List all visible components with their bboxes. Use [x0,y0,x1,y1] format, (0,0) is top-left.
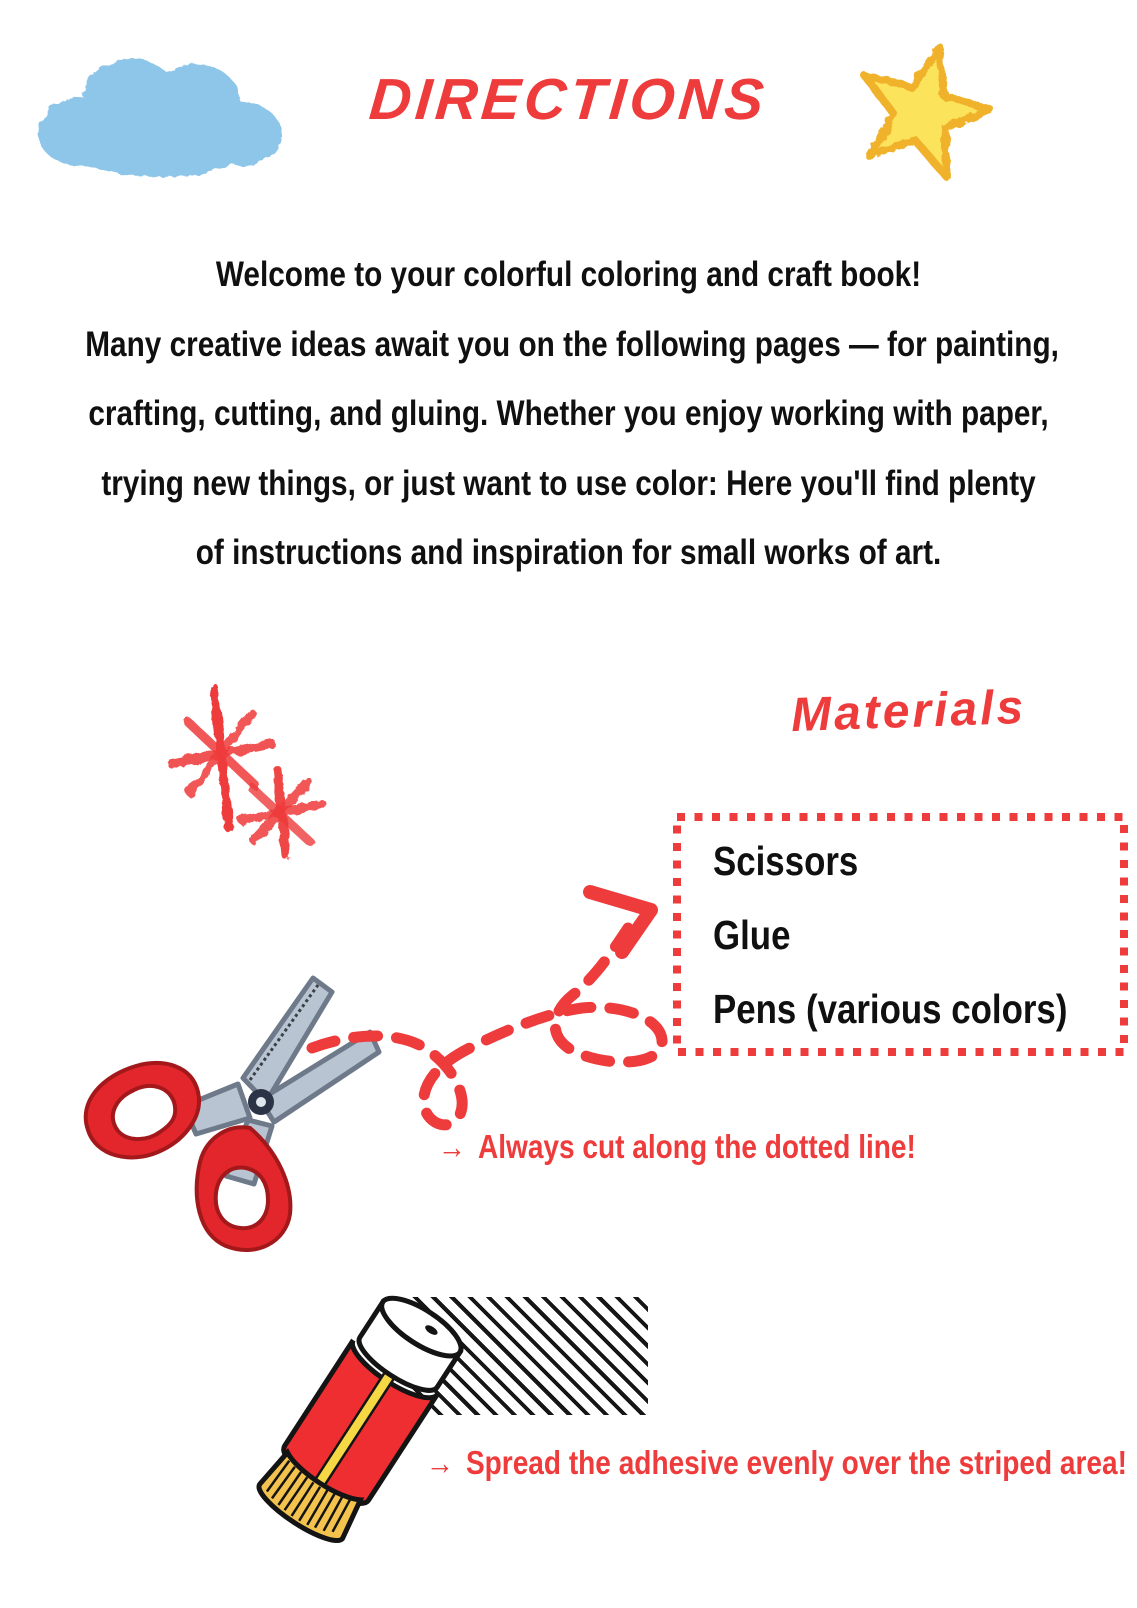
materials-box [673,813,1128,1056]
arrow-glyph: → [438,1128,467,1165]
sparkles-icon [160,670,340,890]
intro-line: trying new things, or just want to use color: Here you'll find plenty [101,463,1036,503]
intro-line: crafting, cutting, and gluing. Whether you enjoy working with paper, [88,394,1049,433]
arrow-head [590,892,651,952]
intro-line: Many creative ideas await you on the following pages — for painting, [85,324,1059,364]
materials-heading: Materials [790,680,1027,743]
cut-path-icon [290,860,690,1160]
page-title: DIRECTIONS [366,67,771,132]
materials-item: Glue [713,912,791,958]
intro-line: Welcome to your colorful coloring and craft book! [215,255,922,294]
materials-item: Scissors [713,838,859,884]
glue-instruction [426,1446,1127,1479]
intro-paragraph [0,240,1137,588]
materials-item: Pens (various colors) [713,986,1068,1032]
cut-instruction-text: Always cut along the dotted line! [477,1128,916,1165]
intro-line: of instructions and inspiration for small works of art. [195,533,942,572]
arrow-glyph: → [426,1444,455,1481]
glue-instruction-text: Spread the adhesive evenly over the striped area! [465,1444,1127,1481]
star-icon [850,35,1000,185]
glue-stick-icon [240,1272,480,1572]
